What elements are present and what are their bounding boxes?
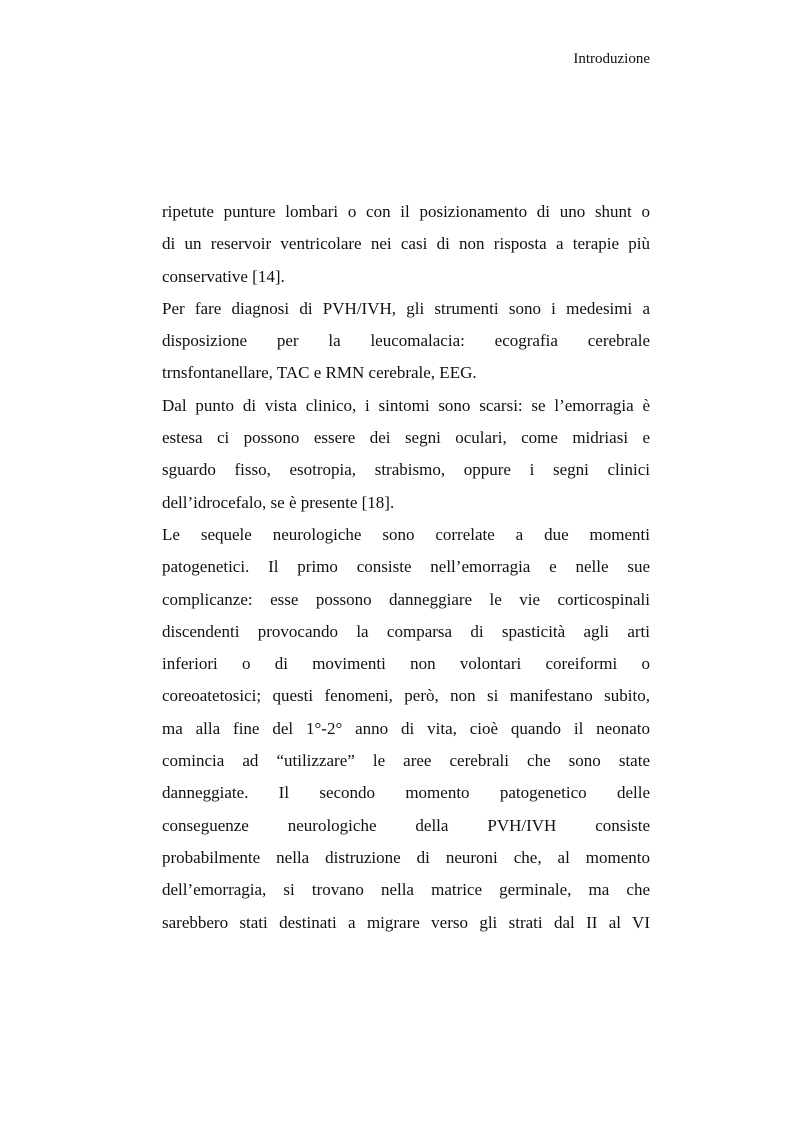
text-line: inferiori o di movimenti non volontari coreiformi o: [162, 654, 650, 674]
text-line: conservative [14].: [162, 266, 285, 286]
text-line: Le sequele neurologiche sono correlate a due momenti: [162, 524, 650, 544]
text-line: ma alla fine del 1°-2° anno di vita, cioè quando il neonato: [162, 718, 650, 738]
text-line: complicanze: esse possono danneggiare le vie corticospinali: [162, 589, 650, 609]
text-line: di un reservoir ventricolare nei casi di non risposta a terapie più: [162, 234, 650, 254]
text-line: patogenetici. Il primo consiste nell’emorragia e nelle sue: [162, 557, 650, 577]
text-line: dell’idrocefalo, se è presente [18].: [162, 492, 395, 512]
text-line: danneggiate. Il secondo momento patogenetico delle: [162, 783, 650, 803]
text-line: discendenti provocando la comparsa di spasticità agli arti: [162, 621, 650, 641]
paragraph: [162, 519, 650, 939]
text-line: dell’emorragia, si trovano nella matrice germinale, ma che: [162, 880, 650, 900]
text-line: Dal punto di vista clinico, i sintomi sono scarsi: se l’emorragia è: [162, 395, 650, 415]
text-line: Per fare diagnosi di PVH/IVH, gli strumenti sono i medesimi a: [162, 298, 650, 318]
paragraph: [162, 196, 650, 293]
text-line: estesa ci possono essere dei segni oculari, come midriasi e: [162, 428, 650, 448]
body-text: [162, 196, 650, 939]
text-line: sarebbero stati destinati a migrare verso gli strati dal II al VI: [162, 912, 650, 932]
text-line: conseguenze neurologiche della PVH/IVH consiste: [162, 815, 650, 835]
text-line: comincia ad “utilizzare” le aree cerebrali che sono state: [162, 751, 650, 771]
running-header-section-title: Introduzione: [573, 51, 650, 67]
text-line: sguardo fisso, esotropia, strabismo, oppure i segni clinici: [162, 460, 650, 480]
text-line: ripetute punture lombari o con il posizionamento di uno shunt o: [162, 202, 650, 221]
paragraph: [162, 390, 650, 519]
text-line: coreoatetosici; questi fenomeni, però, non si manifestano subito,: [162, 686, 650, 706]
text-line: trnsfontanellare, TAC e RMN cerebrale, EEG.: [162, 363, 477, 383]
paragraph: [162, 293, 650, 390]
text-line: probabilmente nella distruzione di neuroni che, al momento: [162, 847, 650, 867]
text-line: disposizione per la leucomalacia: ecografia cerebrale: [162, 331, 650, 351]
